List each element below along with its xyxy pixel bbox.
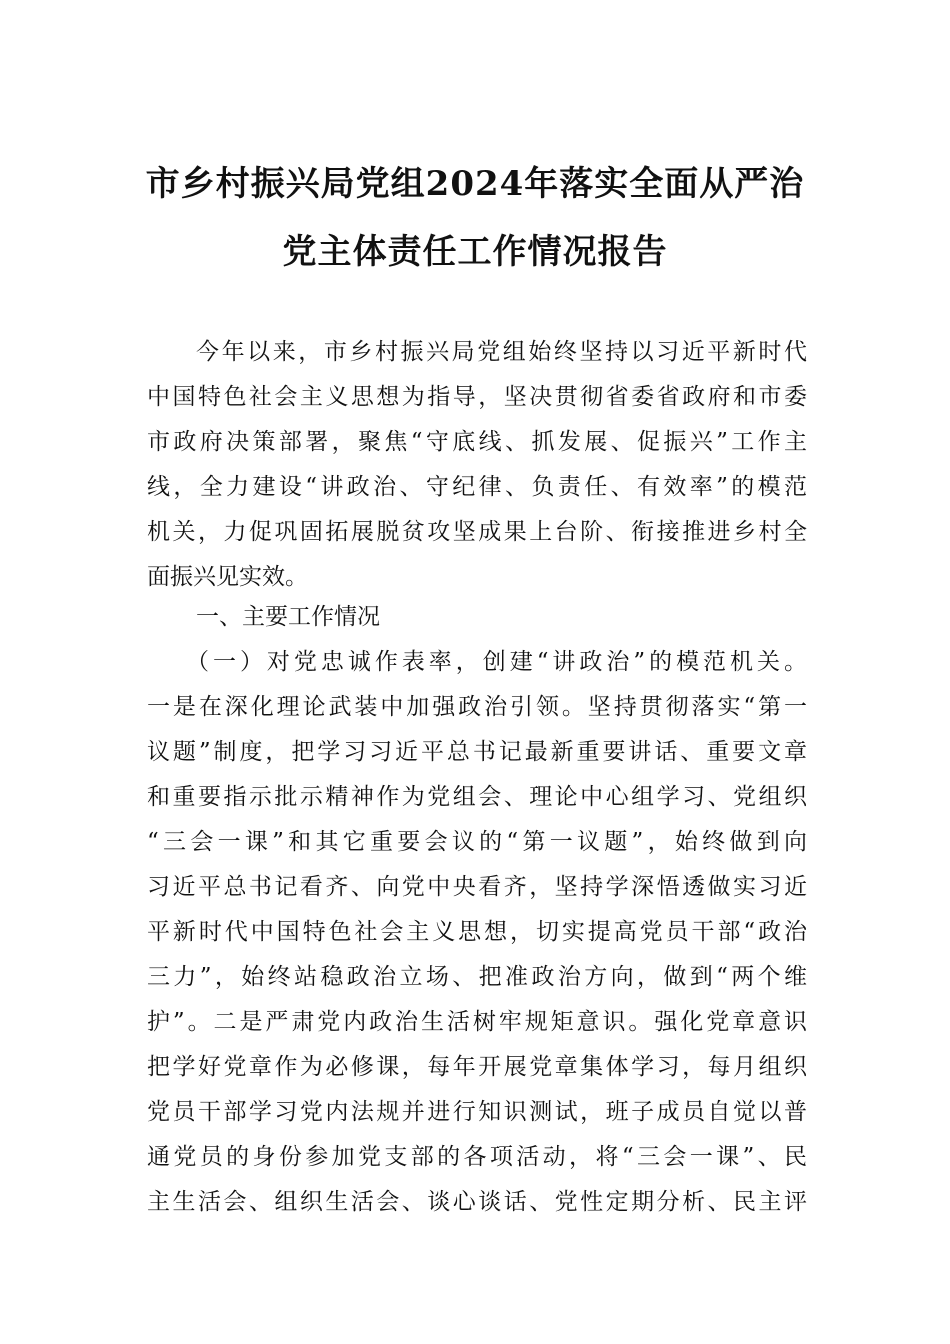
intro-paragraph-line: 线，全力建设“讲政治、守纪律、负责任、有效率”的模范	[147, 474, 807, 500]
section-paragraph-line: 一是在深化理论武装中加强政治引领。坚持贯彻落实“第一	[147, 694, 807, 720]
section-paragraph-line: 把学好党章作为必修课，每年开展党章集体学习，每月组织	[147, 1054, 807, 1080]
intro-paragraph-line: 面振兴见实效。	[147, 564, 308, 590]
subsection-heading-line: （一）对党忠诚作表率，创建“讲政治”的模范机关。	[186, 649, 807, 675]
section-paragraph-line: 和重要指示批示精神作为党组会、理论中心组学习、党组织	[147, 784, 807, 810]
section-paragraph-line: 习近平总书记看齐、向党中央看齐，坚持学深悟透做实习近	[147, 874, 807, 900]
intro-paragraph-line: 机关，力促巩固拓展脱贫攻坚成果上台阶、衔接推进乡村全	[147, 519, 807, 545]
section-paragraph-line: 三力”，始终站稳政治立场、把准政治方向，做到“两个维	[147, 964, 807, 990]
document-title-line-1: 市乡村振兴局党组2024年落实全面从严治	[145, 164, 805, 204]
section-paragraph-line: 主生活会、组织生活会、谈心谈话、党性定期分析、民主评	[147, 1189, 807, 1215]
section-paragraph-line: 护”。二是严肃党内政治生活树牢规矩意识。强化党章意识	[147, 1009, 807, 1035]
intro-paragraph-line: 今年以来，市乡村振兴局党组始终坚持以习近平新时代	[196, 339, 807, 365]
section-paragraph-line: 议题”制度，把学习习近平总书记最新重要讲话、重要文章	[147, 739, 807, 765]
intro-paragraph-line: 中国特色社会主义思想为指导，坚决贯彻省委省政府和市委	[147, 384, 807, 410]
intro-paragraph-line: 市政府决策部署，聚焦“守底线、抓发展、促振兴”工作主	[147, 429, 807, 455]
document-title-line-2: 党主体责任工作情况报告	[282, 232, 668, 272]
section-paragraph-line: 通党员的身份参加党支部的各项活动，将“三会一课”、民	[147, 1144, 807, 1170]
section-heading: 一、主要工作情况	[196, 604, 380, 630]
section-paragraph-line: 党员干部学习党内法规并进行知识测试，班子成员自觉以普	[147, 1099, 807, 1125]
section-paragraph-line: 平新时代中国特色社会主义思想，切实提高党员干部“政治	[147, 919, 807, 945]
section-paragraph-line: “三会一课”和其它重要会议的“第一议题”，始终做到向	[147, 829, 807, 855]
